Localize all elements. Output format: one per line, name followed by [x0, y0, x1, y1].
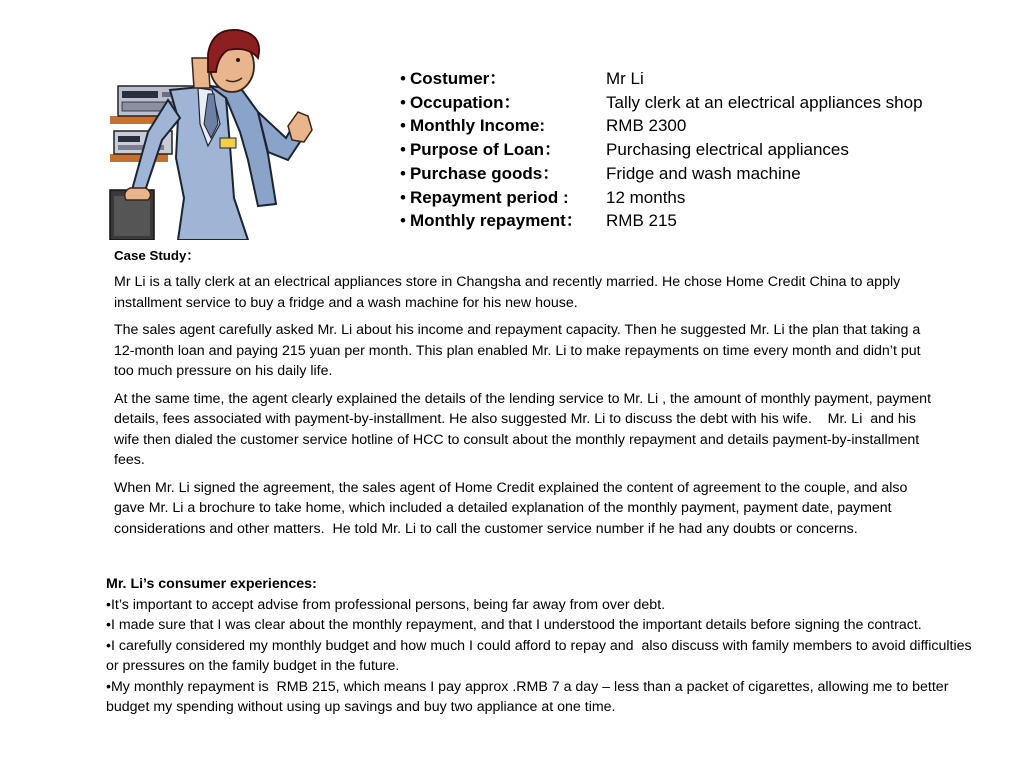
- profile-value: RMB 215: [606, 211, 677, 231]
- profile-label: [400, 67, 606, 91]
- profile-label-text: Monthly repayment：: [409, 211, 583, 231]
- case-study-paragraph: At the same time, the agent clearly explained the details of the lending service to Mr. Li , the amount of monthly payment, payment details, fees associated with payment-by-installment. He also suggested Mr. Li to discuss the debt with his wife. Mr. Li and his wife then dialed the customer service hotline of HCC to consult about the monthly repayment and details payment-by-installment fees.: [114, 390, 932, 468]
- profile-label: [400, 209, 606, 233]
- profile-label: [400, 91, 606, 115]
- case-study-paragraph: The sales agent carefully asked Mr. Li about his income and repayment capacity. Then he suggested Mr. Li the plan that taking a 12-month loan and paying 215 yuan per month. This plan enabled Mr. Li to make repayments on time every month and didn’t put too much pressure on his daily life.: [114, 322, 921, 379]
- consumer-experiences-section: [106, 574, 972, 718]
- profile-label-text: Costumer：: [409, 69, 507, 88]
- bullet-icon: •: [400, 69, 406, 88]
- profile-label-text: Occupation：: [409, 92, 521, 112]
- profile-label: [400, 114, 606, 138]
- profile-label-text: Repayment period :: [409, 187, 569, 207]
- bullet-icon: •: [400, 163, 406, 183]
- experience-item: •It’s important to accept advise from professional persons, being far away from over debt.: [106, 596, 666, 613]
- profile-value: Fridge and wash machine: [606, 163, 801, 183]
- bullet-icon: •: [400, 187, 406, 207]
- bullet-icon: •: [400, 92, 406, 112]
- profile-value: Purchasing electrical appliances: [606, 140, 849, 160]
- profile-row: [400, 91, 923, 115]
- profile-label: [400, 138, 606, 162]
- customer-profile-list: [400, 67, 923, 233]
- experience-item: •I made sure that I was clear about the monthly repayment, and that I understood the important details before signing the contract.: [106, 617, 922, 633]
- experience-item: •I carefully considered my monthly budget and how much I could afford to repay and also discuss with family members to avoid difficulties or pressures on the family budget in the future.: [106, 637, 972, 674]
- profile-label: [400, 162, 606, 186]
- case-study-title: Case Study：: [114, 248, 200, 263]
- case-study-section: [114, 246, 939, 546]
- profile-row: [400, 186, 923, 210]
- case-study-paragraph: When Mr. Li signed the agreement, the sales agent of Home Credit explained the content of agreement to the couple, and also gave Mr. Li a brochure to take home, which included a detailed explanation of the monthly payment, payment date, payment considerations and other matters. He told Mr. Li to call the customer service number if he had any doubts or concerns.: [114, 479, 908, 537]
- profile-label-text: Monthly Income:: [409, 116, 546, 136]
- salesman-clipart-icon: [108, 28, 318, 240]
- profile-value: Tally clerk at an electrical appliances shop: [606, 92, 923, 112]
- experience-item: •My monthly repayment is RMB 215, which means I pay approx .RMB 7 a day – less than a packet of cigarettes, allowing me to better budget my spending without using up savings and buy two appliance at one time.: [106, 678, 949, 715]
- profile-value: 12 months: [606, 187, 686, 207]
- profile-row: [400, 67, 923, 91]
- profile-value: RMB 2300: [606, 116, 687, 136]
- consumer-experiences-title: Mr. Li’s consumer experiences:: [106, 576, 317, 592]
- profile-label: [400, 186, 606, 210]
- profile-row: [400, 138, 923, 162]
- bullet-icon: •: [400, 211, 406, 231]
- profile-value: Mr Li: [606, 69, 644, 88]
- profile-row: [400, 114, 923, 138]
- bullet-icon: •: [400, 140, 406, 160]
- case-study-paragraph: Mr Li is a tally clerk at an electrical appliances store in Changsha and recently married. He chose Home Credit China to apply installment service to buy a fridge and a wash machine for his new house.: [114, 274, 901, 311]
- bullet-icon: •: [400, 116, 406, 136]
- profile-row: [400, 162, 923, 186]
- profile-label-text: Purpose of Loan：: [409, 140, 562, 160]
- profile-row: [400, 209, 923, 233]
- profile-label-text: Purchase goods：: [409, 163, 560, 183]
